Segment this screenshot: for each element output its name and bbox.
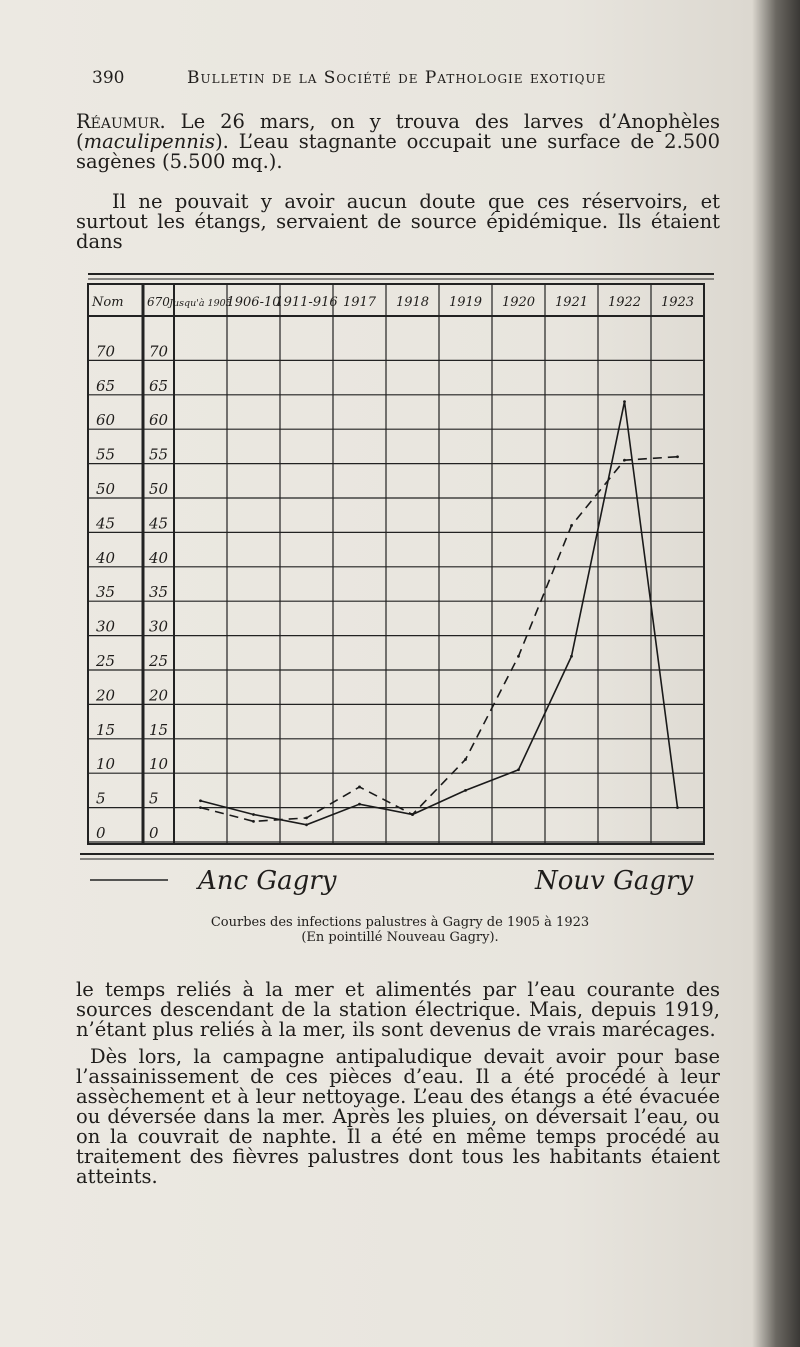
- y-tick-left: 25: [96, 652, 116, 670]
- data-point-dashed: [570, 524, 573, 527]
- data-point-solid: [676, 806, 679, 809]
- y-tick-left: 10: [96, 755, 116, 774]
- data-point-dashed: [199, 806, 202, 809]
- y-tick-left: 5: [96, 789, 106, 808]
- running-header: [92, 68, 652, 96]
- y-tick-left: 40: [96, 548, 116, 567]
- y-axis-right-header: 670: [147, 295, 170, 309]
- infection-chart: [80, 262, 720, 922]
- data-point-solid: [623, 400, 626, 403]
- y-tick-right: 0: [149, 824, 159, 842]
- x-tick-label: 1917: [342, 295, 377, 310]
- caption-line-1: Courbes des infections palustres à Gagry de 1905 à 1923: [210, 915, 590, 930]
- data-point-dashed: [358, 786, 361, 789]
- y-tick-left: 35: [96, 583, 116, 602]
- y-tick-right: 15: [149, 720, 169, 739]
- data-point-dashed: [252, 820, 255, 823]
- y-tick-right: 60: [149, 411, 169, 430]
- paragraph-1-lead: Réaumur.: [76, 110, 166, 133]
- y-tick-right: 25: [149, 652, 169, 670]
- y-tick-right: 45: [149, 514, 169, 533]
- paragraph-1-italic: maculipennis: [83, 130, 216, 153]
- y-tick-left: 60: [96, 411, 116, 430]
- x-tick-label: 1911-916: [275, 295, 338, 310]
- data-point-solid: [517, 768, 520, 771]
- data-point-solid: [570, 655, 573, 658]
- y-tick-right: 20: [149, 686, 169, 705]
- paragraph-4: Dès lors, la campagne antipaludique devait avoir pour base l’assainissement de ces pièces d’eau. Il a été procédé à leur assèchement et à leur nettoyage. L’eau des étangs a été évacuée ou déversée dans la mer. Après les pluies, on déversait l’eau, ou on la couvrait de naphte. Il a été en même temps procédé au traitement des fièvres palustres dont tous les habitants étaient atteints.: [76, 1045, 720, 1188]
- x-tick-label: 1921: [554, 295, 589, 310]
- data-point-solid: [252, 813, 255, 816]
- y-tick-left: 65: [96, 376, 116, 395]
- y-axis-left-header: Nom: [92, 295, 124, 310]
- y-tick-left: 45: [96, 514, 116, 533]
- page-number: 390: [92, 68, 125, 88]
- data-point-solid: [464, 789, 467, 792]
- x-tick-label: 1923: [660, 295, 695, 310]
- paragraph-2: Il ne pouvait y avoir aucun doute que ces réservoirs, et surtout les étangs, servaient de source épidémique. Ils étaient dans: [76, 190, 720, 253]
- y-tick-left: 0: [96, 824, 106, 842]
- y-tick-left: 55: [96, 445, 116, 464]
- chart-svg: [80, 262, 720, 922]
- x-tick-label: 1919: [448, 295, 483, 310]
- y-tick-right: 55: [149, 445, 169, 464]
- annotation-left: Anc Gagry: [198, 866, 337, 896]
- y-tick-left: 70: [96, 342, 116, 361]
- paragraph-1-text-a: Le 26 mars, on y trouva des larves d’Anophèles (: [76, 110, 720, 153]
- data-point-dashed: [517, 655, 520, 658]
- y-tick-right: 70: [149, 342, 169, 361]
- y-tick-right: 50: [149, 480, 169, 498]
- y-tick-right: 10: [149, 755, 169, 774]
- x-tick-label: 1920: [501, 295, 536, 310]
- y-tick-right: 30: [149, 617, 169, 636]
- y-tick-left: 30: [96, 617, 116, 636]
- annotation-right: Nouv Gagry: [535, 866, 694, 896]
- paragraph-1-text-b: ). L’eau stagnante occupait une surface de 2.500 sagènes (5.500 mq.).: [76, 130, 720, 173]
- figure-caption: [160, 915, 640, 945]
- y-tick-right: 65: [149, 376, 169, 395]
- data-point-dashed: [305, 817, 308, 820]
- data-point-dashed: [464, 758, 467, 761]
- data-point-solid: [305, 823, 308, 826]
- y-tick-right: 5: [149, 789, 159, 808]
- data-point-dashed: [411, 813, 414, 816]
- data-point-dashed: [623, 459, 626, 462]
- x-tick-label: Jusqu'à 1905: [169, 298, 232, 309]
- data-point-dashed: [676, 455, 679, 458]
- y-tick-left: 50: [96, 480, 116, 498]
- x-tick-label: 1906-10: [226, 295, 281, 310]
- paragraph-3: le temps reliés à la mer et alimentés par l’eau courante des sources descendant de la station électrique. Mais, depuis 1919, n’étant plus reliés à la mer, ils sont devenus de vrais marécages.: [76, 978, 720, 1041]
- caption-line-2: (En pointillé Nouveau Gagry).: [301, 930, 499, 945]
- y-tick-right: 40: [149, 548, 169, 567]
- x-tick-label: 1922: [607, 295, 642, 310]
- data-point-solid: [199, 799, 202, 802]
- chart-frame: [88, 284, 704, 844]
- paragraph-1: [76, 112, 720, 172]
- running-title: Bulletin de la Société de Pathologie exotique: [187, 68, 607, 88]
- x-tick-label: 1918: [395, 295, 430, 310]
- data-point-solid: [358, 803, 361, 806]
- y-tick-left: 15: [96, 720, 116, 739]
- y-tick-left: 20: [96, 686, 116, 705]
- y-tick-right: 35: [149, 583, 169, 602]
